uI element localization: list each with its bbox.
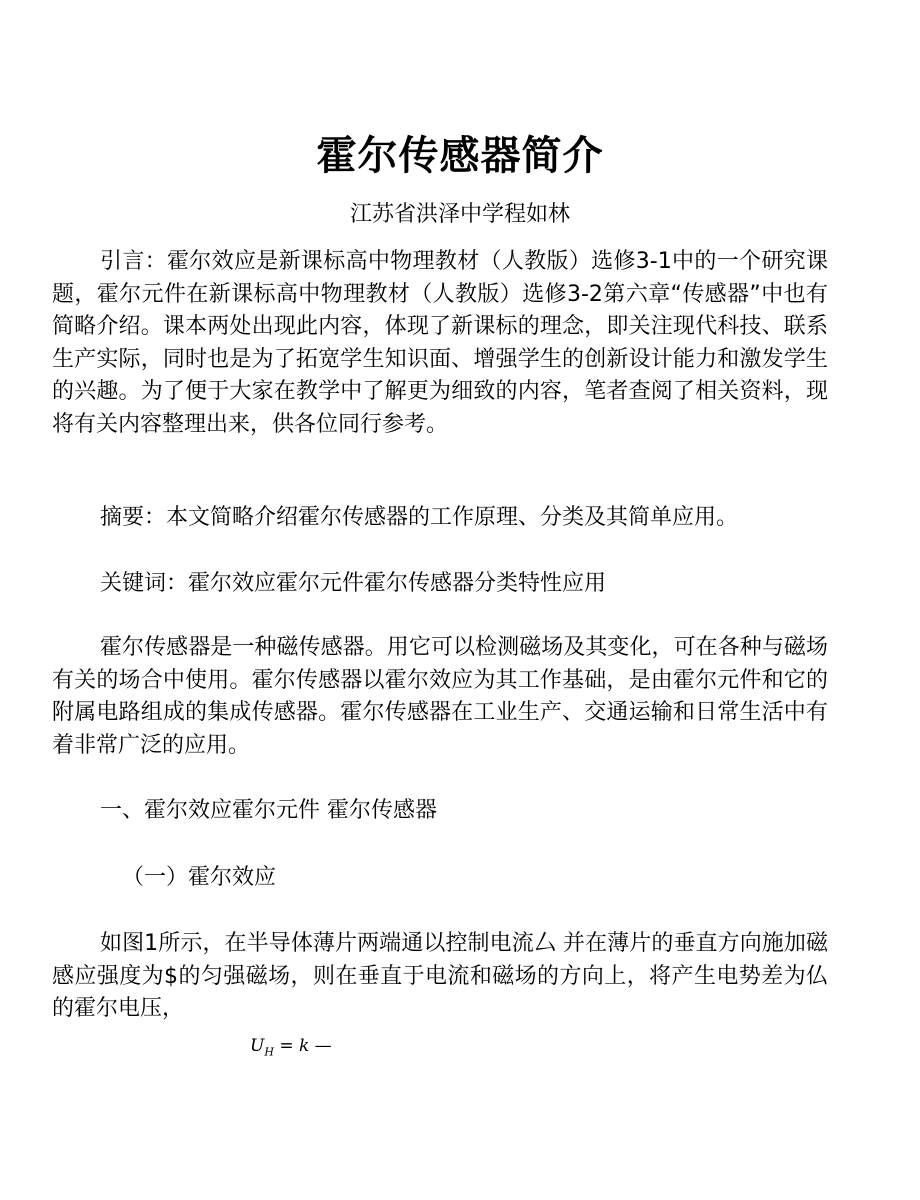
subsection-heading: （一）霍尔效应 bbox=[122, 865, 277, 890]
keywords-line: 关键词：霍尔效应霍尔元件霍尔传感器分类特性应用 bbox=[100, 571, 607, 596]
formula-lhs-subscript: H bbox=[264, 1045, 274, 1059]
hall-voltage-formula bbox=[250, 1034, 332, 1064]
abstract-line: 摘要：本文简略介绍霍尔传感器的工作原理、分类及其简单应用。 bbox=[100, 505, 739, 530]
formula-lhs: U bbox=[250, 1036, 265, 1056]
body-paragraph: 霍尔传感器是一种磁传感器。用它可以检测磁场及其变化，可在各种与磁场有关的场合中使用。霍尔传感器以霍尔效应为其工作基础，是由霍尔元件和它的附属电路组成的集成传感器。霍尔传感器在工业生产、交通运输和日常生活中有着非常广泛的应用。 bbox=[52, 635, 828, 758]
intro-paragraph: 引言：霍尔效应是新课标高中物理教材（人教版）选修3-1中的一个研究课题，霍尔元件在新课标高中物理教材（人教版）选修3-2第六章“传感器”中也有简略介绍。课本两处出现此内容，体现了新课标的理念，即关注现代科技、联系生产实际，同时也是为了拓宽学生知识面、增强学生的创新设计能力和激发学生的兴趣。为了便于大家在教学中了解更为细致的内容，笔者查阅了相关资料，现将有关内容整理出来，供各位同行参考。 bbox=[52, 249, 828, 437]
document-title: 霍尔传感器简介 bbox=[316, 133, 604, 179]
formula-rhs: = k — bbox=[273, 1036, 332, 1056]
section-heading: 一、霍尔效应霍尔元件 霍尔传感器 bbox=[100, 798, 437, 823]
hall-effect-paragraph: 如图1所示，在半导体薄片两端通以控制电流厶 并在薄片的垂直方向施加磁感应强度为$的匀强磁场，则在垂直于电流和磁场的方向上，将产生电势差为仏的霍尔电压， bbox=[52, 931, 828, 1021]
author-line: 江苏省洪泽中学程如林 bbox=[349, 202, 570, 227]
